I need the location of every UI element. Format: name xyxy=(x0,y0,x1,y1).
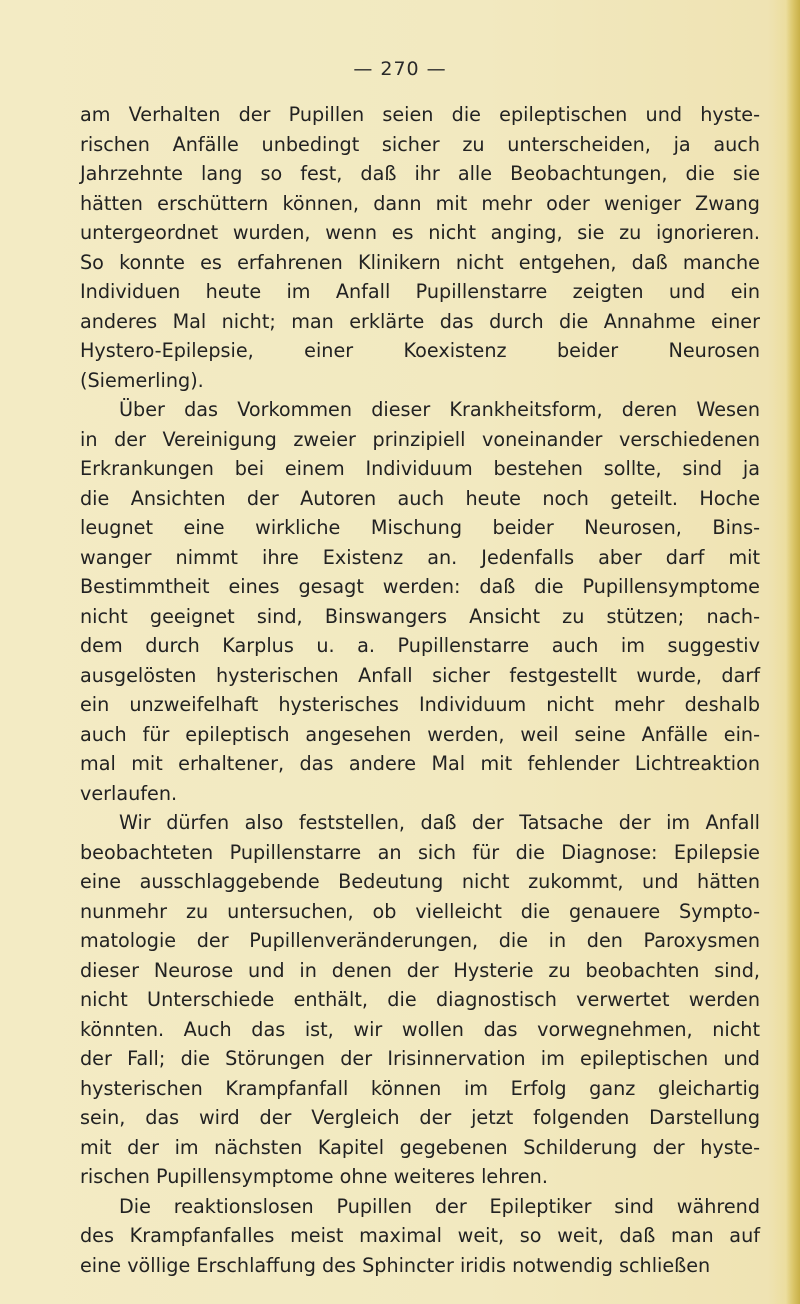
text-line: matologie der Pupillenveränderungen, die in den Paroxysmen xyxy=(80,929,760,952)
text-line: verlaufen. xyxy=(80,781,178,805)
text-line: Jahrzehnte lang so fest, daß ihr alle Beobachtungen, die sie xyxy=(80,162,760,185)
text-line: anderes Mal nicht; man erklärte das durch die Annahme einer xyxy=(80,309,760,333)
text-line: ausgelösten hysterischen Anfall sicher festgestellt wurde, darf xyxy=(80,663,760,687)
text-line: des Krampfanfalles meist maximal weit, so weit, daß man auf xyxy=(80,1224,760,1247)
text-line: nunmehr zu untersuchen, ob vielleicht die genauere Sympto- xyxy=(80,899,760,923)
text-line: wanger nimmt ihre Existenz an. Jedenfalls aber darf mit xyxy=(80,545,760,569)
text-line: eine völlige Erschlaffung des Sphincter iridis notwendig schließen xyxy=(80,1253,711,1277)
text-line: nicht geeignet sind, Binswangers Ansicht zu stützen; nach- xyxy=(80,604,760,628)
text-line: auch für epileptisch angesehen werden, weil seine Anfälle ein- xyxy=(80,722,760,746)
text-line: eine ausschlaggebende Bedeutung nicht zukommt, und hätten xyxy=(80,870,760,893)
text-line: Die reaktionslosen Pupillen der Epileptiker sind während xyxy=(119,1194,760,1218)
text-line: dem durch Karplus u. a. Pupillenstarre auch im suggestiv xyxy=(80,634,760,657)
text-line: hysterischen Krampfanfall können im Erfolg ganz gleichartig xyxy=(80,1076,760,1100)
text-line: Hystero-Epilepsie, einer Koexistenz beider Neurosen xyxy=(80,339,760,362)
page-edge xyxy=(786,0,800,1304)
text-line: sein, das wird der Vergleich der jetzt folgenden Darstellung xyxy=(80,1106,760,1129)
text-line: die Ansichten der Autoren auch heute noch geteilt. Hoche xyxy=(80,486,760,510)
text-line: mal mit erhaltener, das andere Mal mit fehlender Lichtreaktion xyxy=(80,752,760,775)
text-line: Individuen heute im Anfall Pupillenstarre zeigten und ein xyxy=(80,280,760,303)
text-line: (Siemerling). xyxy=(80,368,204,392)
text-line: leugnet eine wirkliche Mischung beider Neurosen, Bins- xyxy=(80,516,760,539)
text-line: So konnte es erfahrenen Klinikern nicht entgehen, daß manche xyxy=(80,250,760,274)
text-line: in der Vereinigung zweier prinzipiell voneinander verschiedenen xyxy=(80,427,760,451)
text-line: Bestimmtheit eines gesagt werden: daß die Pupillensymptome xyxy=(80,575,760,598)
text-line: könnten. Auch das ist, wir wollen das vorwegnehmen, nicht xyxy=(80,1017,760,1041)
text-line: rischen Anfälle unbedingt sicher zu unterscheiden, ja auch xyxy=(80,132,760,156)
text-line: Wir dürfen also feststellen, daß der Tatsache der im Anfall xyxy=(119,811,760,834)
text-line: am Verhalten der Pupillen seien die epileptischen und hyste- xyxy=(80,103,760,126)
text-line: Über das Vorkommen dieser Krankheitsform, deren Wesen xyxy=(119,398,760,421)
paragraph xyxy=(80,1192,760,1281)
text-line: untergeordnet wurden, wenn es nicht anging, sie zu ignorieren. xyxy=(80,221,760,244)
text-line: ein unzweifelhaft hysterisches Individuum nicht mehr deshalb xyxy=(80,693,760,716)
paragraph xyxy=(80,808,760,1192)
text-line: der Fall; die Störungen der Irisinnervation im epileptischen und xyxy=(80,1047,760,1070)
paragraph xyxy=(80,100,760,395)
text-line: hätten erschüttern können, dann mit mehr oder weniger Zwang xyxy=(80,191,760,215)
text-line: Erkrankungen bei einem Individuum bestehen sollte, sind ja xyxy=(80,457,760,480)
text-line: mit der im nächsten Kapitel gegebenen Schilderung der hyste- xyxy=(80,1135,760,1159)
text-line: beobachteten Pupillenstarre an sich für die Diagnose: Epilepsie xyxy=(80,840,760,864)
paragraph xyxy=(80,395,760,808)
body-text xyxy=(80,100,760,1280)
text-line: nicht Unterschiede enthält, die diagnostisch verwertet werden xyxy=(80,988,760,1011)
page-number: — 270 — xyxy=(353,58,447,80)
text-line: dieser Neurose und in denen der Hysterie zu beobachten sind, xyxy=(80,958,760,982)
text-line: rischen Pupillensymptome ohne weiteres lehren. xyxy=(80,1165,548,1188)
